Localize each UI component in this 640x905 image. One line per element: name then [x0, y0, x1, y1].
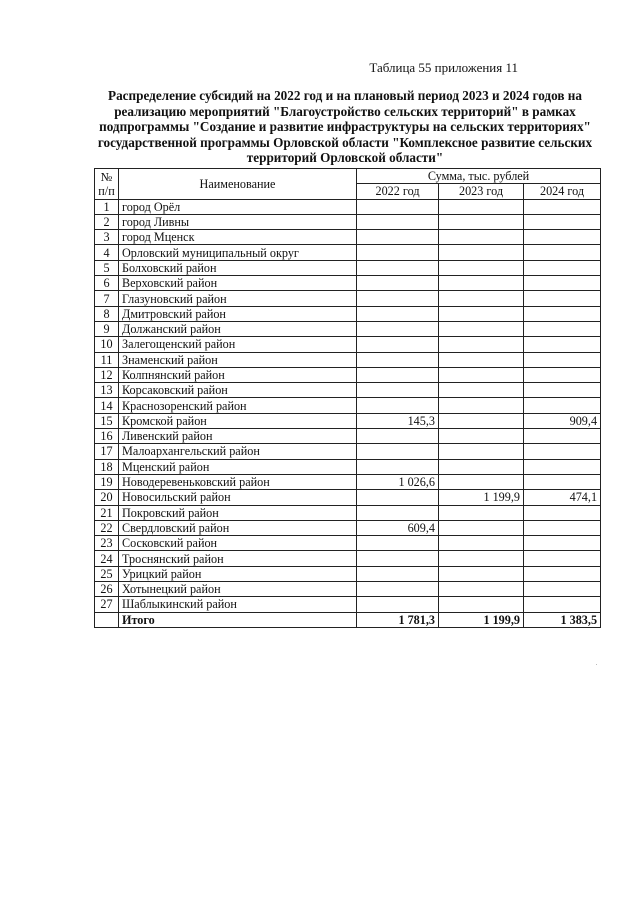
row-number: 11 [95, 352, 119, 367]
row-name: Должанский район [119, 321, 357, 336]
row-name: Сосковский район [119, 536, 357, 551]
row-name: Троснянский район [119, 551, 357, 566]
table-row [95, 413, 601, 428]
table-row [95, 214, 601, 229]
row-value-2022 [357, 582, 439, 597]
row-name: Свердловский район [119, 520, 357, 535]
row-name: город Орёл [119, 199, 357, 214]
row-number: 12 [95, 367, 119, 382]
row-number: 2 [95, 214, 119, 229]
row-value-2024: 474,1 [524, 490, 601, 505]
row-value-2022 [357, 367, 439, 382]
row-value-2023 [439, 413, 524, 428]
row-value-2023 [439, 383, 524, 398]
row-number: 20 [95, 490, 119, 505]
row-value-2023 [439, 245, 524, 260]
table-row [95, 429, 601, 444]
row-number: 24 [95, 551, 119, 566]
row-value-2023 [439, 199, 524, 214]
row-value-2023 [439, 367, 524, 382]
row-name: Кромской район [119, 413, 357, 428]
row-value-2024 [524, 230, 601, 245]
row-value-2023 [439, 551, 524, 566]
row-name: Болховский район [119, 260, 357, 275]
row-value-2024 [524, 260, 601, 275]
row-value-2024 [524, 474, 601, 489]
table-row [95, 582, 601, 597]
row-value-2024 [524, 520, 601, 535]
row-name: Покровский район [119, 505, 357, 520]
row-value-2023 [439, 459, 524, 474]
row-value-2024 [524, 337, 601, 352]
table-row [95, 490, 601, 505]
row-name: Орловский муниципальный округ [119, 245, 357, 260]
row-value-2023 [439, 352, 524, 367]
table-row [95, 352, 601, 367]
row-value-2023 [439, 444, 524, 459]
row-value-2024 [524, 321, 601, 336]
row-number: 22 [95, 520, 119, 535]
row-value-2024 [524, 352, 601, 367]
row-value-2022 [357, 245, 439, 260]
row-value-2024 [524, 597, 601, 612]
table-row [95, 260, 601, 275]
row-name: Ливенский район [119, 429, 357, 444]
total-2024: 1 383,5 [524, 612, 601, 627]
row-value-2024 [524, 551, 601, 566]
row-name: Новосильский район [119, 490, 357, 505]
title-line: Распределение субсидий на 2022 год и на плановый период 2023 и 2024 годов на [108, 88, 582, 103]
row-value-2024 [524, 214, 601, 229]
table-row [95, 291, 601, 306]
table-row [95, 566, 601, 581]
row-value-2024 [524, 444, 601, 459]
row-value-2022 [357, 260, 439, 275]
row-number: 19 [95, 474, 119, 489]
row-value-2024 [524, 245, 601, 260]
table-caption: Таблица 55 приложения 11 [369, 60, 518, 75]
table-row [95, 459, 601, 474]
table-row [95, 383, 601, 398]
document-title [90, 88, 600, 166]
row-number: 21 [95, 505, 119, 520]
table-row [95, 321, 601, 336]
title-line: подпрограммы "Создание и развитие инфраструктуры на сельских территориях" [99, 119, 591, 134]
row-name: Корсаковский район [119, 383, 357, 398]
row-value-2023 [439, 230, 524, 245]
row-name: Глазуновский район [119, 291, 357, 306]
row-value-2023 [439, 597, 524, 612]
column-header-2022: 2022 год [357, 184, 439, 199]
table-row [95, 245, 601, 260]
row-name: Верховский район [119, 276, 357, 291]
row-value-2022 [357, 566, 439, 581]
column-header-2023: 2023 год [439, 184, 524, 199]
row-name: город Мценск [119, 230, 357, 245]
table-row [95, 367, 601, 382]
row-value-2023 [439, 429, 524, 444]
column-header-sum: Сумма, тыс. рублей [357, 169, 601, 184]
column-header-number: № п/п [95, 169, 119, 200]
row-value-2022 [357, 551, 439, 566]
row-number: 16 [95, 429, 119, 444]
row-name: Урицкий район [119, 566, 357, 581]
row-name: Залегощенский район [119, 337, 357, 352]
row-value-2023 [439, 306, 524, 321]
scan-speck [596, 664, 597, 665]
row-number: 18 [95, 459, 119, 474]
row-value-2022 [357, 597, 439, 612]
row-value-2023: 1 199,9 [439, 490, 524, 505]
table-header-row [95, 169, 601, 184]
row-name: Краснозоренский район [119, 398, 357, 413]
row-value-2023 [439, 214, 524, 229]
subsidy-table [94, 168, 601, 628]
row-value-2024 [524, 459, 601, 474]
title-line: государственной программы Орловской области "Комплексное развитие сельских [97, 134, 593, 150]
row-number: 5 [95, 260, 119, 275]
row-value-2023 [439, 321, 524, 336]
row-value-2022 [357, 199, 439, 214]
row-value-2023 [439, 291, 524, 306]
row-value-2024 [524, 291, 601, 306]
row-number: 27 [95, 597, 119, 612]
row-value-2022 [357, 459, 439, 474]
row-value-2023 [439, 474, 524, 489]
row-value-2023 [439, 276, 524, 291]
table-row [95, 520, 601, 535]
row-value-2022 [357, 230, 439, 245]
row-number: 17 [95, 444, 119, 459]
row-value-2023 [439, 260, 524, 275]
table-row [95, 536, 601, 551]
row-value-2022 [357, 429, 439, 444]
row-number: 15 [95, 413, 119, 428]
row-value-2024: 909,4 [524, 413, 601, 428]
row-number: 3 [95, 230, 119, 245]
row-name: Новодеревеньковский район [119, 474, 357, 489]
row-name: Дмитровский район [119, 306, 357, 321]
row-number: 8 [95, 306, 119, 321]
table-row [95, 505, 601, 520]
row-value-2024 [524, 383, 601, 398]
row-value-2024 [524, 429, 601, 444]
total-2022: 1 781,3 [357, 612, 439, 627]
row-value-2024 [524, 505, 601, 520]
table-row [95, 444, 601, 459]
table-row [95, 230, 601, 245]
row-value-2022 [357, 337, 439, 352]
row-name: Знаменский район [119, 352, 357, 367]
row-value-2022 [357, 383, 439, 398]
table-row [95, 199, 601, 214]
table-row [95, 597, 601, 612]
row-number: 25 [95, 566, 119, 581]
row-value-2022 [357, 291, 439, 306]
row-value-2023 [439, 582, 524, 597]
row-number: 23 [95, 536, 119, 551]
row-value-2022 [357, 352, 439, 367]
row-value-2022 [357, 398, 439, 413]
row-name: Колпнянский район [119, 367, 357, 382]
row-number: 14 [95, 398, 119, 413]
row-number: 1 [95, 199, 119, 214]
total-label: Итого [119, 612, 357, 627]
table-row [95, 276, 601, 291]
row-value-2022: 1 026,6 [357, 474, 439, 489]
row-number: 7 [95, 291, 119, 306]
total-2023: 1 199,9 [439, 612, 524, 627]
row-number: 6 [95, 276, 119, 291]
row-value-2023 [439, 520, 524, 535]
table-row [95, 398, 601, 413]
row-value-2023 [439, 337, 524, 352]
table-row [95, 306, 601, 321]
row-value-2023 [439, 505, 524, 520]
total-number-cell [95, 612, 119, 627]
row-value-2022 [357, 490, 439, 505]
row-value-2024 [524, 276, 601, 291]
row-number: 9 [95, 321, 119, 336]
row-name: Мценский район [119, 459, 357, 474]
row-value-2024 [524, 582, 601, 597]
table-row [95, 337, 601, 352]
row-value-2024 [524, 398, 601, 413]
row-value-2022 [357, 444, 439, 459]
total-row [95, 612, 601, 627]
title-line: территорий Орловской области" [246, 150, 444, 165]
row-value-2022: 145,3 [357, 413, 439, 428]
row-value-2023 [439, 398, 524, 413]
row-value-2022 [357, 536, 439, 551]
row-number: 26 [95, 582, 119, 597]
row-value-2022 [357, 321, 439, 336]
row-value-2023 [439, 566, 524, 581]
row-value-2022 [357, 214, 439, 229]
row-name: Хотынецкий район [119, 582, 357, 597]
table-row [95, 551, 601, 566]
row-value-2022 [357, 276, 439, 291]
row-name: Малоархангельский район [119, 444, 357, 459]
row-value-2024 [524, 566, 601, 581]
row-value-2024 [524, 306, 601, 321]
row-number: 13 [95, 383, 119, 398]
column-header-name: Наименование [119, 169, 357, 200]
title-line: реализацию мероприятий "Благоустройство сельских территорий" в рамках [114, 103, 576, 119]
row-name: Шаблыкинский район [119, 597, 357, 612]
row-value-2024 [524, 367, 601, 382]
row-number: 10 [95, 337, 119, 352]
row-value-2024 [524, 536, 601, 551]
row-value-2022: 609,4 [357, 520, 439, 535]
table-row [95, 474, 601, 489]
row-number: 4 [95, 245, 119, 260]
row-value-2022 [357, 505, 439, 520]
row-name: город Ливны [119, 214, 357, 229]
row-value-2022 [357, 306, 439, 321]
row-value-2023 [439, 536, 524, 551]
row-value-2024 [524, 199, 601, 214]
column-header-2024: 2024 год [524, 184, 601, 199]
